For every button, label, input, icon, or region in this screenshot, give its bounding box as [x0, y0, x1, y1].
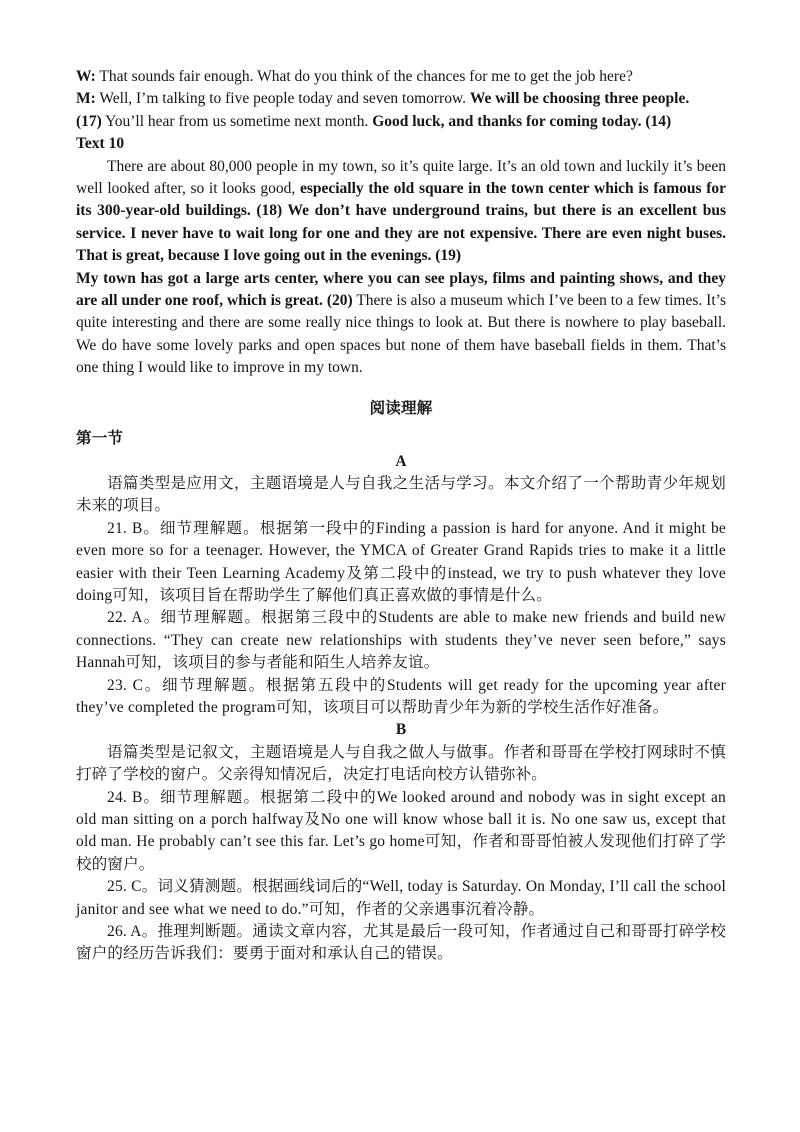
m-line-bold: We will be choosing three people.: [469, 90, 690, 108]
answer-26: 26. A。推理判断题。通读文章内容，尤其是最后一段可知，作者通过自己和哥哥打碎学校窗户的经历告诉我们：要勇于面对和承认自己的错误。: [76, 923, 726, 963]
dialogue-m-line: [76, 88, 726, 110]
reading-part-title: 第一节: [76, 430, 124, 448]
answer-25: 25. C。词义猜测题。根据画线词后的“Well, today is Saturday. On Monday, I’ll call the school janitor and see what we need to do.”可知，作者的父亲遇事沉着冷静。: [76, 878, 726, 918]
text10-p1-plain: There are about 80,000 people in my town, so it’s quite large. It’s an old town and luckily it’s been well looked after, so it looks good,: [76, 157, 726, 198]
dialogue-w-line: [76, 66, 726, 88]
text10-p2-bold: My town has got a large arts center, where you can see plays, films and painting shows, and they are all under one roof, which is great. (20): [76, 269, 726, 310]
text10-p1-bold: especially the old square in the town center which is famous for its 300-year-old buildings. (18) We don’t have underground trains, but there is an excellent bus service. I never have to wait long for one and they are not expensive. There are even night buses. That is great, because I love going out in the evenings. (19): [76, 180, 726, 265]
dialogue-m-line-continued: [76, 111, 726, 133]
text10-title: Text 10: [76, 135, 125, 153]
passage-a-intro: 语篇类型是应用文，主题语境是人与自我之生活与学习。本文介绍了一个帮助青少年规划未来的项目。: [76, 474, 726, 515]
passage-b-title: B: [395, 721, 407, 739]
reading-section-title: 阅读理解: [369, 399, 433, 417]
speaker-w: W:: [76, 68, 96, 85]
text10-paragraph-1: [76, 156, 726, 268]
answer-22: 22. A。细节理解题。根据第三段中的Students are able to make new friends and build new connections. “They can create new relationships with students they’ve never seen before,” says Hannah可知，该项目的参与者能和陌生人培养友谊。: [76, 609, 726, 672]
text10-paragraph-2: [76, 268, 726, 380]
answer-23: 23. C。细节理解题。根据第五段中的Students will get ready for the upcoming year after they’ve completed the program可知，该项目可以帮助青少年为新的学校生活作好准备。: [76, 676, 726, 716]
speaker-m: M:: [76, 90, 96, 108]
answer-24: 24. B。细节理解题。根据第二段中的We looked around and nobody was in sight except an old man sitting on a porch halfway及No one will know whose ball it is. No one saw us, except that old man. He probably can’t see this far. Let’s go home可知，作者和哥哥怕被人发现他们打碎了学校的窗户。: [76, 788, 726, 873]
passage-b-intro: 语篇类型是记叙文，主题语境是人与自我之做人与做事。作者和哥哥在学校打网球时不慎打碎了学校的窗户。父亲得知情况后，决定打电话向校方认错弥补。: [76, 743, 726, 784]
answer-21: 21. B。细节理解题。根据第一段中的Finding a passion is hard for anyone. And it might be even more so for a teenager. However, the YMCA of Greater Grand Rapids tries to make it a little easier with their Teen Learning Academy及第二段中的instead, we try to push whatever they love doing可知，该项目旨在帮助学生了解他们真正喜欢做的事情是什么。: [76, 519, 726, 604]
text10-p2-plain: There is also a museum which I’ve been to a few times. It’s quite interesting and there are some really nice things to look at. But there is nowhere to play baseball. We do have some lovely parks and open spaces but none of them have baseball fields in them. That’s one thing I would like to improve in my town.: [76, 292, 726, 377]
document-page: [76, 66, 726, 966]
m-line2-plain: You’ll hear from us sometime next month.: [101, 112, 373, 130]
m-line2-bold-b: Good luck, and thanks for coming today. (14): [372, 112, 672, 130]
w-line-text: That sounds fair enough. What do you think of the chances for me to get the job here?: [95, 68, 633, 85]
m-line-plain: Well, I’m talking to five people today and seven tomorrow.: [95, 90, 470, 108]
passage-a-title: A: [395, 452, 407, 470]
m-line2-bold-a: (17): [76, 112, 102, 130]
